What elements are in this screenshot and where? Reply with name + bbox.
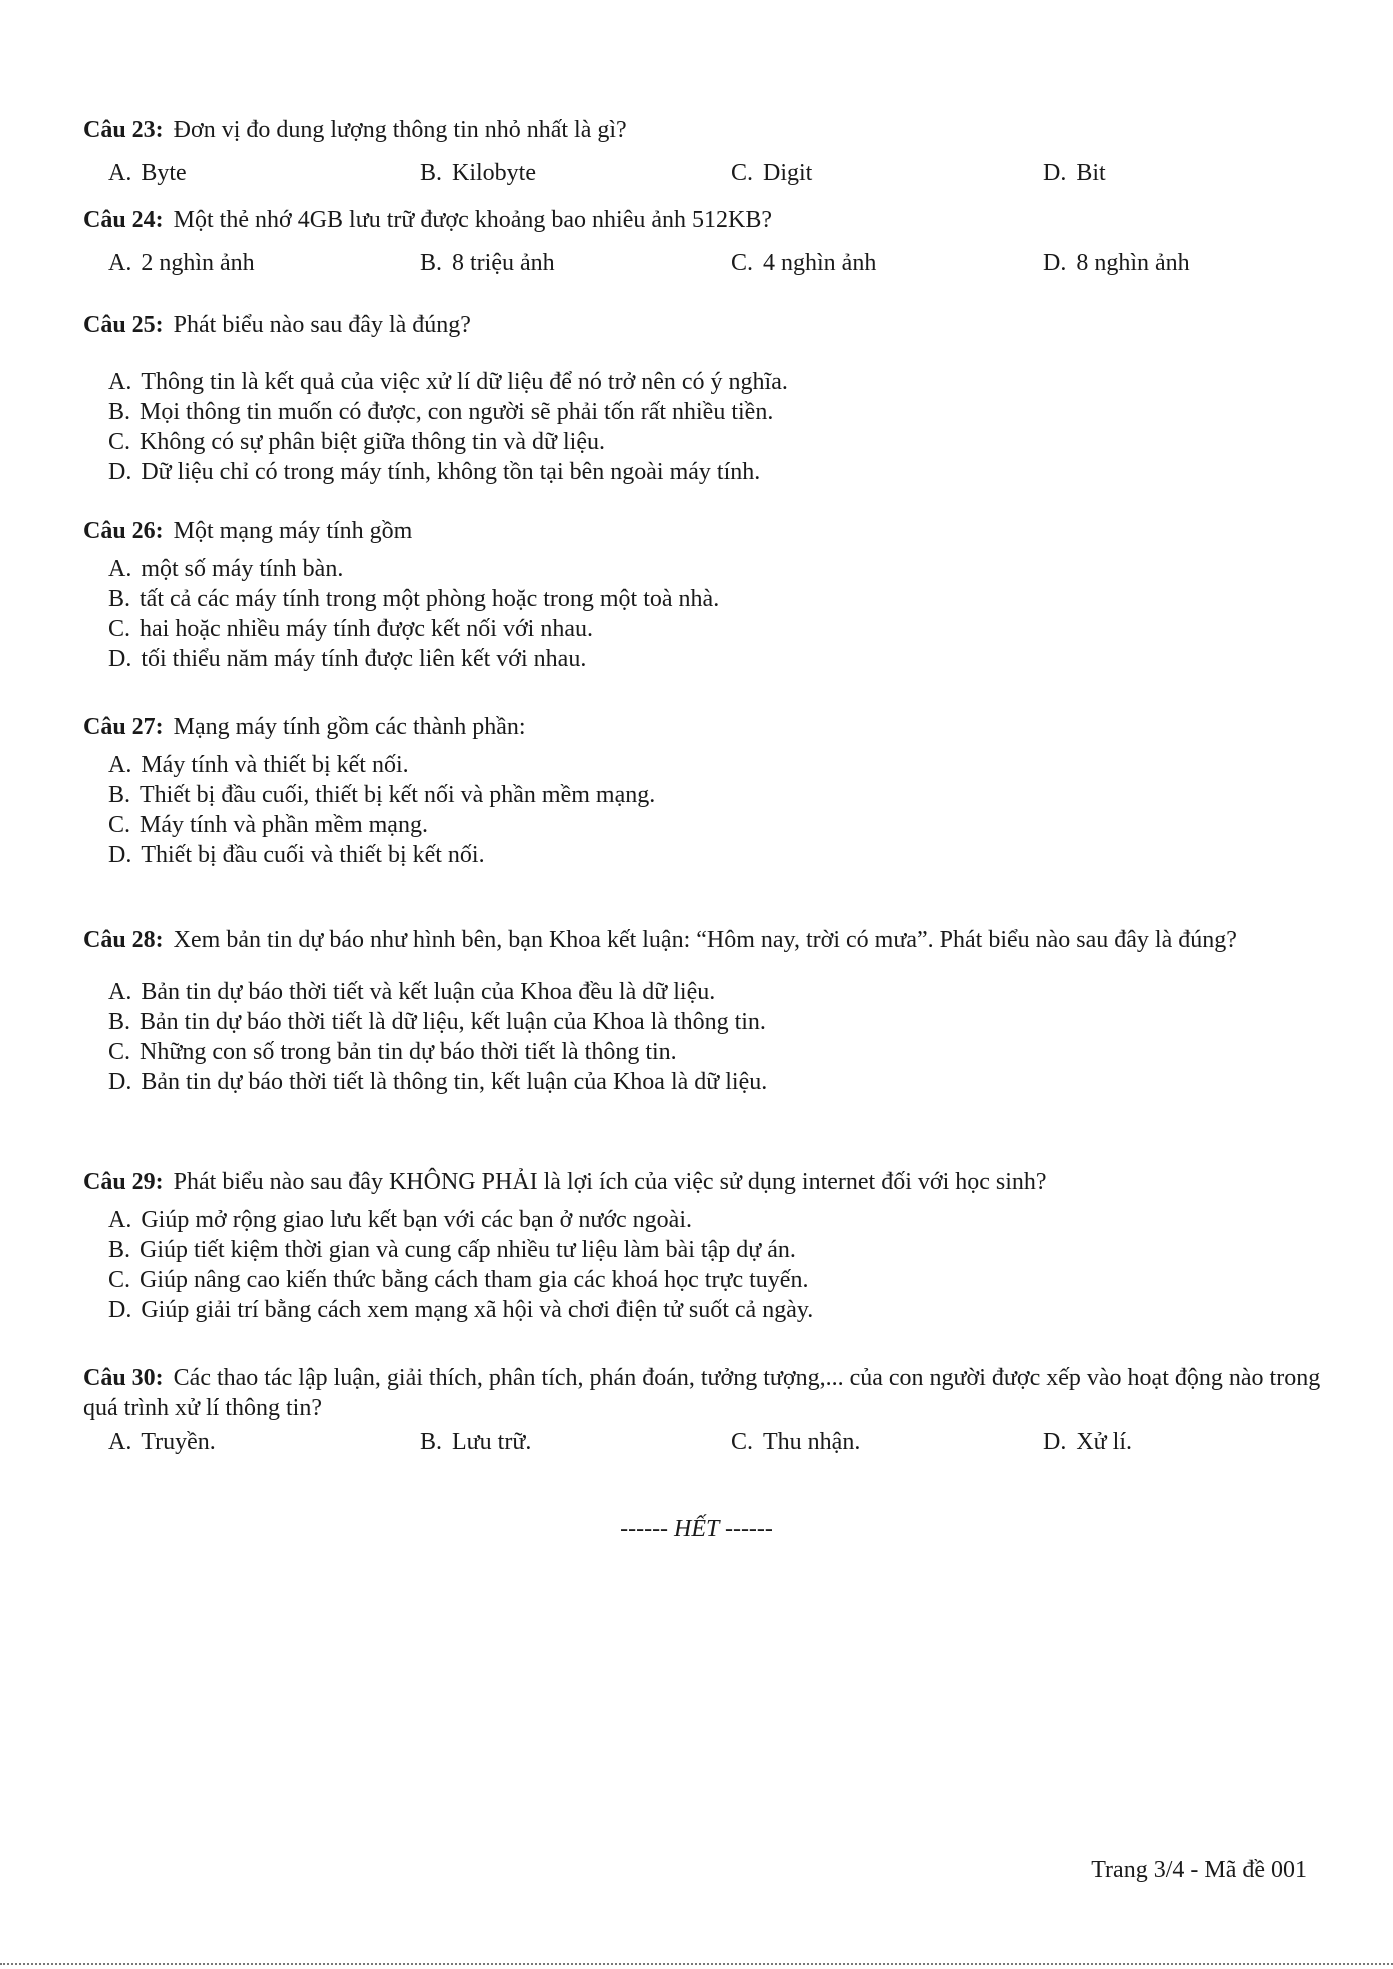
question-text: Mạng máy tính gồm các thành phần: <box>173 714 526 740</box>
question-stem <box>83 921 1323 959</box>
option-c: C. Thu nhận. <box>731 1429 861 1455</box>
options-row <box>83 159 1323 189</box>
question-number: Câu 25: <box>83 312 164 338</box>
option-a: A. Bản tin dự báo thời tiết và kết luận của Khoa đều là dữ liệu. <box>108 979 716 1005</box>
question-23 <box>83 116 1323 189</box>
option-d: D. Giúp giải trí bằng cách xem mạng xã hội và chơi điện tử suốt cả ngày. <box>108 1296 814 1323</box>
option-d: D. 8 nghìn ảnh <box>1043 249 1190 276</box>
question-number: Câu 23: <box>83 117 164 143</box>
option-a: A. Máy tính và thiết bị kết nối. <box>108 751 409 778</box>
option-a: A. Thông tin là kết quả của việc xử lí dữ liệu để nó trở nên có ý nghĩa. <box>108 368 788 395</box>
option-b: B. Mọi thông tin muốn có được, con người sẽ phải tốn rất nhiều tiền. <box>108 398 774 425</box>
question-number: Câu 24: <box>83 207 164 233</box>
question-number: Câu 27: <box>83 714 164 740</box>
question-number: Câu 26: <box>83 518 164 544</box>
option-c: C. 4 nghìn ảnh <box>731 249 877 276</box>
question-stem <box>83 206 1323 235</box>
question-30 <box>83 1363 1323 1457</box>
question-text: Phát biểu nào sau đây là đúng? <box>173 312 471 338</box>
options-row <box>83 1427 1323 1457</box>
option-d: D. Thiết bị đầu cuối và thiết bị kết nối. <box>108 841 485 868</box>
question-stem <box>83 1363 1323 1423</box>
option-a: A. một số máy tính bàn. <box>108 555 344 582</box>
question-number: Câu 29: <box>83 1169 164 1195</box>
option-a: A. Truyền. <box>108 1429 216 1455</box>
option-b: B. 8 triệu ảnh <box>420 249 555 276</box>
question-stem <box>83 311 1323 340</box>
option-c: C. Giúp nâng cao kiến thức bằng cách tham gia các khoá học trực tuyến. <box>108 1266 809 1293</box>
option-d: D. tối thiểu năm máy tính được liên kết với nhau. <box>108 645 587 672</box>
question-27 <box>83 713 1323 870</box>
question-text: Các thao tác lập luận, giải thích, phân tích, phán đoán, tưởng tượng,... của con người được xếp vào hoạt động nào trong quá trình xử lí thông tin? <box>83 1365 1321 1421</box>
option-c: C. Digit <box>731 159 813 186</box>
option-a: A. Giúp mở rộng giao lưu kết bạn với các bạn ở nước ngoài. <box>108 1206 692 1233</box>
question-number: Câu 30: <box>83 1365 164 1391</box>
page-footer: Trang 3/4 - Mã đề 001 <box>1091 1857 1307 1883</box>
question-25 <box>83 311 1323 487</box>
option-d: D. Dữ liệu chỉ có trong máy tính, không tồn tại bên ngoài máy tính. <box>108 458 761 485</box>
question-text: Một mạng máy tính gồm <box>173 518 413 544</box>
question-29 <box>83 1168 1323 1325</box>
question-text: Một thẻ nhớ 4GB lưu trữ được khoảng bao nhiêu ảnh 512KB? <box>173 207 772 233</box>
question-26 <box>83 517 1323 674</box>
option-c: C. Không có sự phân biệt giữa thông tin và dữ liệu. <box>108 428 605 455</box>
question-24 <box>83 206 1323 279</box>
option-c: C. Những con số trong bản tin dự báo thời tiết là thông tin. <box>108 1039 677 1065</box>
question-number: Câu 28: <box>83 927 164 953</box>
option-b: B. Bản tin dự báo thời tiết là dữ liệu, kết luận của Khoa là thông tin. <box>108 1009 766 1035</box>
option-b: B. Lưu trữ. <box>420 1429 532 1455</box>
question-text: Đơn vị đo dung lượng thông tin nhỏ nhất là gì? <box>173 117 627 143</box>
option-b: B. tất cả các máy tính trong một phòng hoặc trong một toà nhà. <box>108 585 720 612</box>
question-stem <box>83 517 1323 546</box>
question-stem <box>83 713 1323 742</box>
option-a: A. Byte <box>108 159 187 186</box>
bottom-divider <box>0 1963 1393 1965</box>
option-b: B. Kilobyte <box>420 159 537 186</box>
option-d: D. Xử lí. <box>1043 1429 1133 1455</box>
question-stem <box>83 116 1323 145</box>
option-c: C. hai hoặc nhiều máy tính được kết nối với nhau. <box>108 615 593 642</box>
option-c: C. Máy tính và phần mềm mạng. <box>108 811 428 838</box>
option-a: A. 2 nghìn ảnh <box>108 249 255 276</box>
option-b: B. Thiết bị đầu cuối, thiết bị kết nối và phần mềm mạng. <box>108 781 656 808</box>
options-row <box>83 249 1323 279</box>
option-d: D. Bản tin dự báo thời tiết là thông tin, kết luận của Khoa là dữ liệu. <box>108 1069 768 1095</box>
option-d: D. Bit <box>1043 159 1106 186</box>
question-28 <box>83 921 1323 1097</box>
option-b: B. Giúp tiết kiệm thời gian và cung cấp nhiều tư liệu làm bài tập dự án. <box>108 1236 796 1263</box>
question-text: Xem bản tin dự báo như hình bên, bạn Khoa kết luận: “Hôm nay, trời có mưa”. Phát biểu nào sau đây là đúng? <box>173 927 1237 953</box>
end-marker: ------ HẾT ------ <box>620 1516 773 1542</box>
question-stem <box>83 1168 1323 1197</box>
question-text: Phát biểu nào sau đây KHÔNG PHẢI là lợi ích của việc sử dụng internet đối với học sinh? <box>173 1169 1047 1195</box>
